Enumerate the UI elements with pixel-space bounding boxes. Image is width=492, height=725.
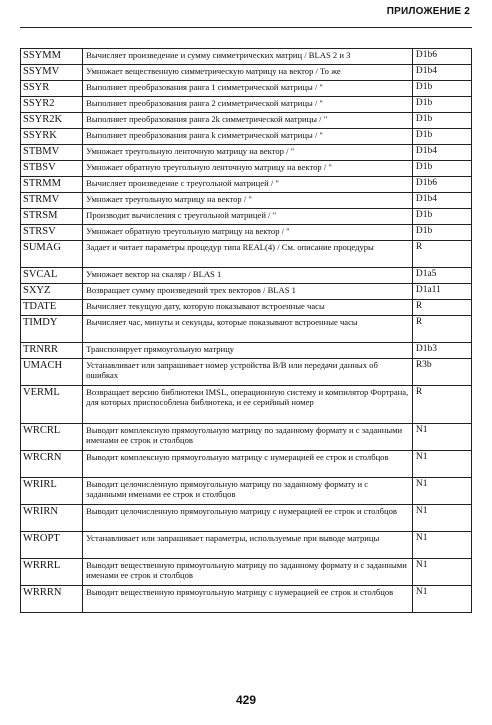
- routine-table: [20, 48, 472, 613]
- routine-class-cell: N1: [412, 559, 471, 586]
- table-row: [21, 284, 472, 300]
- table-row: [21, 316, 472, 343]
- routine-description-cell: Выводит вещественную прямоугольную матрицу с нумерацией ее строк и столбцов: [83, 586, 413, 613]
- routine-description-cell: Выводит комплексную прямоугольную матрицу по заданному формату и с заданными именами ее строк и столбцов: [83, 424, 413, 451]
- routine-description-cell: Вычисляет произведение и сумму симметрических матриц / BLAS 2 и 3: [83, 49, 413, 65]
- table-row: [21, 81, 472, 97]
- routine-description-cell: Умножает вектор на скаляр / BLAS 1: [83, 268, 413, 284]
- routine-name-cell: TDATE: [21, 300, 83, 316]
- routine-name-cell: WRRRL: [21, 559, 83, 586]
- routine-class-cell: R: [412, 316, 471, 343]
- table-row: [21, 225, 472, 241]
- routine-class-cell: N1: [412, 532, 471, 559]
- routine-class-cell: D1a5: [412, 268, 471, 284]
- routine-class-cell: N1: [412, 586, 471, 613]
- routine-name-cell: WRCRN: [21, 451, 83, 478]
- routine-description-cell: Вычисляет произведение с треугольной матрицей / ": [83, 177, 413, 193]
- routine-class-cell: D1b: [412, 161, 471, 177]
- table-row: [21, 532, 472, 559]
- table-row: [21, 129, 472, 145]
- routine-description-cell: Умножает вещественную симметрическую матрицу на вектор / То же: [83, 65, 413, 81]
- routine-description-cell: Возвращает сумму произведений трех векторов / BLAS 1: [83, 284, 413, 300]
- table-row: [21, 300, 472, 316]
- table-row: [21, 478, 472, 505]
- routine-name-cell: WROPT: [21, 532, 83, 559]
- routine-description-cell: Производит вычисления с треугольной матрицей / ": [83, 209, 413, 225]
- routine-description-cell: Выполняет преобразования ранга 1 симметрической матрицы / ": [83, 81, 413, 97]
- table-row: [21, 49, 472, 65]
- routine-description-cell: Выводит целочисленную прямоугольную матрицу по заданному формату и с заданными именами ее строк и столбцов: [83, 478, 413, 505]
- routine-class-cell: R3b: [412, 359, 471, 386]
- routine-description-cell: Задает и читает параметры процедур типа REAL(4) / См. описание процедуры: [83, 241, 413, 268]
- routine-name-cell: UMACH: [21, 359, 83, 386]
- routine-name-cell: SSYR: [21, 81, 83, 97]
- routine-description-cell: Выводит вещественную прямоугольную матрицу по заданному формату и с заданными именами ее строк и столбцов: [83, 559, 413, 586]
- header-rule: [20, 27, 472, 28]
- routine-name-cell: STRMV: [21, 193, 83, 209]
- routine-class-cell: D1b3: [412, 343, 471, 359]
- routine-name-cell: VERML: [21, 386, 83, 424]
- routine-class-cell: D1b4: [412, 65, 471, 81]
- routine-name-cell: STRSV: [21, 225, 83, 241]
- routine-name-cell: SVCAL: [21, 268, 83, 284]
- table-row: [21, 193, 472, 209]
- table-row: [21, 209, 472, 225]
- page-number: 429: [235, 693, 257, 707]
- table-row: [21, 113, 472, 129]
- routine-name-cell: SSYR2: [21, 97, 83, 113]
- routine-description-cell: Вычисляет текущую дату, которую показывают встроенные часы: [83, 300, 413, 316]
- routine-name-cell: WRCRL: [21, 424, 83, 451]
- routine-class-cell: R: [412, 241, 471, 268]
- routine-name-cell: SXYZ: [21, 284, 83, 300]
- routine-description-cell: Умножает треугольную матрицу на вектор / ": [83, 193, 413, 209]
- routine-name-cell: STBSV: [21, 161, 83, 177]
- routine-class-cell: R: [412, 386, 471, 424]
- routine-name-cell: STRMM: [21, 177, 83, 193]
- table-row: [21, 386, 472, 424]
- table-row: [21, 586, 472, 613]
- routine-name-cell: TRNRR: [21, 343, 83, 359]
- routine-name-cell: SSYMM: [21, 49, 83, 65]
- routine-name-cell: WRIRL: [21, 478, 83, 505]
- table-row: [21, 505, 472, 532]
- table-row: [21, 161, 472, 177]
- table-row: [21, 343, 472, 359]
- routine-description-cell: Выполняет преобразования ранга k симметрической матрицы / ": [83, 129, 413, 145]
- routine-description-cell: Выполняет преобразования ранга 2 симметрической матрицы / ": [83, 97, 413, 113]
- routine-class-cell: R: [412, 300, 471, 316]
- routine-class-cell: D1b4: [412, 145, 471, 161]
- routine-description-cell: Устанавливает или запрашивает параметры, используемые при выводе матрицы: [83, 532, 413, 559]
- table-row: [21, 268, 472, 284]
- routine-name-cell: SSYRK: [21, 129, 83, 145]
- routine-class-cell: N1: [412, 478, 471, 505]
- routine-description-cell: Устанавливает или запрашивает номер устройства В/В или передачи данных об ошибках: [83, 359, 413, 386]
- routine-description-cell: Транспонирует прямоугольную матрицу: [83, 343, 413, 359]
- routine-name-cell: STBMV: [21, 145, 83, 161]
- routine-class-cell: D1a11: [412, 284, 471, 300]
- routine-class-cell: D1b: [412, 129, 471, 145]
- table-row: [21, 241, 472, 268]
- routine-class-cell: N1: [412, 424, 471, 451]
- routine-description-cell: Выводит целочисленную прямоугольную матрицу с нумерацией ее строк и столбцов: [83, 505, 413, 532]
- table-row: [21, 424, 472, 451]
- routine-description-cell: Умножает обратную треугольную ленточную матрицу на вектор / ": [83, 161, 413, 177]
- routine-name-cell: TIMDY: [21, 316, 83, 343]
- routine-description-cell: Вычисляет час, минуты и секунды, которые показывают встроенные часы: [83, 316, 413, 343]
- routine-name-cell: SSYR2K: [21, 113, 83, 129]
- routine-class-cell: D1b4: [412, 193, 471, 209]
- routine-class-cell: D1b6: [412, 49, 471, 65]
- routine-description-cell: Умножает треугольную ленточную матрицу на вектор / ": [83, 145, 413, 161]
- routine-name-cell: SUMAG: [21, 241, 83, 268]
- table-row: [21, 559, 472, 586]
- routine-name-cell: WRIRN: [21, 505, 83, 532]
- section-header: ПРИЛОЖЕНИЕ 2: [386, 6, 470, 17]
- routine-table-body: [21, 49, 472, 613]
- routine-class-cell: D1b: [412, 209, 471, 225]
- routine-class-cell: D1b: [412, 113, 471, 129]
- routine-class-cell: D1b: [412, 81, 471, 97]
- table-row: [21, 451, 472, 478]
- routine-name-cell: STRSM: [21, 209, 83, 225]
- table-row: [21, 145, 472, 161]
- routine-description-cell: Выводит комплексную прямоугольную матрицу с нумерацией ее строк и столбцов: [83, 451, 413, 478]
- routine-description-cell: Выполняет преобразования ранга 2k симметрической матрицы / ": [83, 113, 413, 129]
- routine-class-cell: D1b: [412, 225, 471, 241]
- table-row: [21, 97, 472, 113]
- routine-description-cell: Умножает обратную треугольную матрицу на вектор / ": [83, 225, 413, 241]
- routine-class-cell: N1: [412, 451, 471, 478]
- routine-class-cell: N1: [412, 505, 471, 532]
- table-row: [21, 359, 472, 386]
- routine-description-cell: Возвращает версию библиотеки IMSL, операционную систему и компилятор Фортрана, для которых приспособлена библиотека, и ее серийный номер: [83, 386, 413, 424]
- routine-name-cell: SSYMV: [21, 65, 83, 81]
- routine-name-cell: WRRRN: [21, 586, 83, 613]
- table-row: [21, 177, 472, 193]
- routine-class-cell: D1b6: [412, 177, 471, 193]
- table-row: [21, 65, 472, 81]
- routine-class-cell: D1b: [412, 97, 471, 113]
